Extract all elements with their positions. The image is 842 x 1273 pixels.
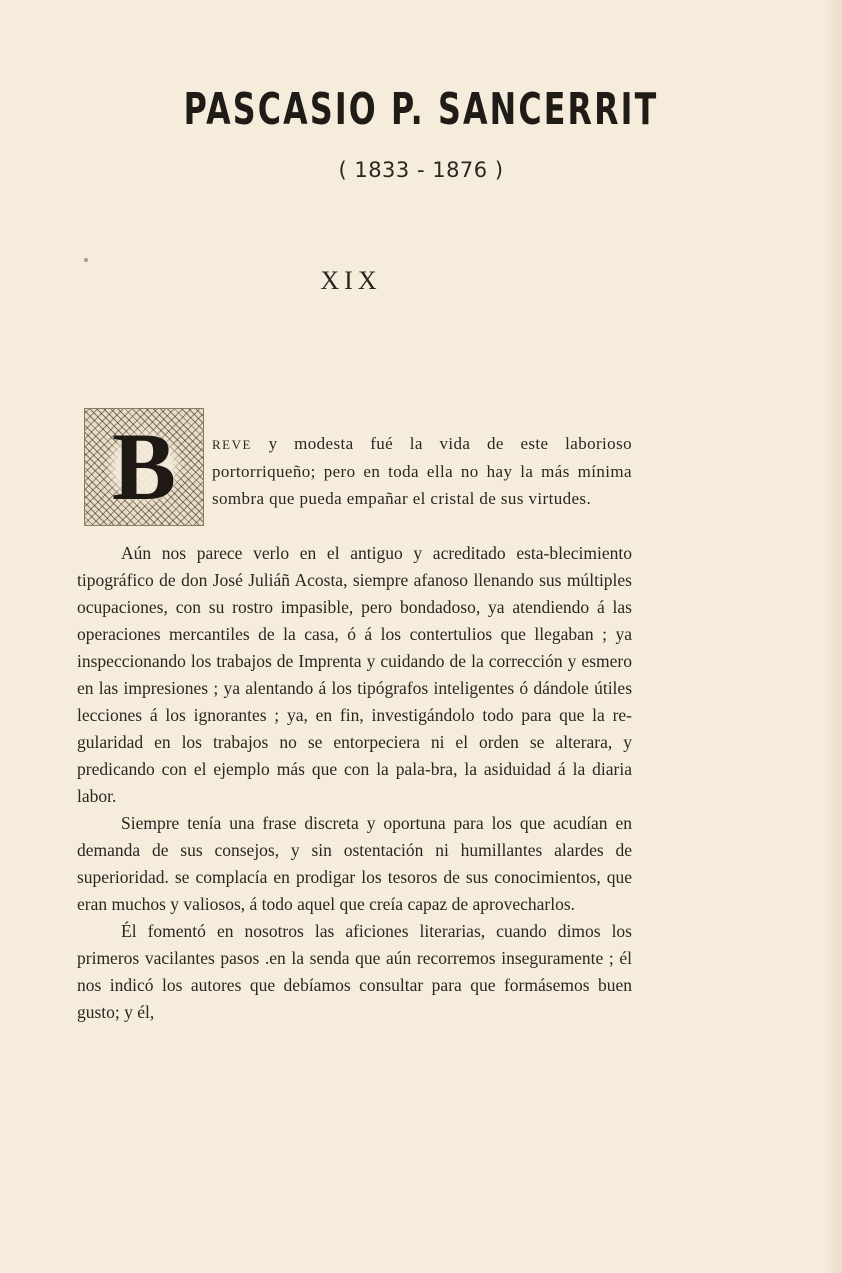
paragraph: Aún nos parece verlo en el antiguo y acreditado esta-blecimiento tipográfico de don José Juliáñ Acosta, siempre afanoso llenando sus múltiples ocupaciones, con su rostro impasible, pero bondadoso, ya atendiendo á las operaciones mercantiles de la casa, ó á los contertulios que llegaban ; ya inspeccionando los trabajos de Imprenta y cuidando de la corrección y esmero en las impresiones ; ya alentando á los tipógrafos inteligentes ó dándole útiles lecciones á los ignorantes ; ya, en fin, investigándolo todo para que la re-gularidad en los trabajos no se entorpeciera ni el orden se alterara, y predicando con el ejemplo más que con la pala-bra, la asiduidad á la diaria labor. xyxy=(77,543,632,806)
page-edge-shadow xyxy=(824,0,842,1273)
lead-paragraph xyxy=(212,430,632,512)
chapter-numeral: XIX xyxy=(320,266,382,295)
lead-smallcaps: REVE xyxy=(212,437,252,452)
lead-text: y modesta fué la vida de este laborioso portorriqueño; pero en toda ella no hay la más mínima sombra que pueda empañar el cristal de sus virtudes. xyxy=(212,434,632,508)
author-dates: ( 1833 - 1876 ) xyxy=(338,158,504,182)
paragraph: Siempre tenía una frase discreta y oportuna para los que acudían en demanda de sus consejos, y sin ostentación ni humillantes alardes de superioridad. se complacía en prodigar los tesoros de sus conocimientos, que eran muchos y valiosos, á todo aquel que creía capaz de aprovecharlos. xyxy=(77,813,632,914)
ornamental-drop-cap xyxy=(84,408,204,526)
paper-speck xyxy=(84,258,88,262)
body-text xyxy=(77,540,632,1026)
author-title: PASCASIO P. SANCERRIT xyxy=(183,84,659,135)
paragraph: Él fomentó en nosotros las aficiones literarias, cuando dimos los primeros vacilantes pasos .en la senda que aún recorremos inseguramente ; él nos indicó los autores que debíamos consultar para que formásemos buen gusto; y él, xyxy=(77,921,632,1022)
drop-cap-letter: B xyxy=(85,409,203,525)
